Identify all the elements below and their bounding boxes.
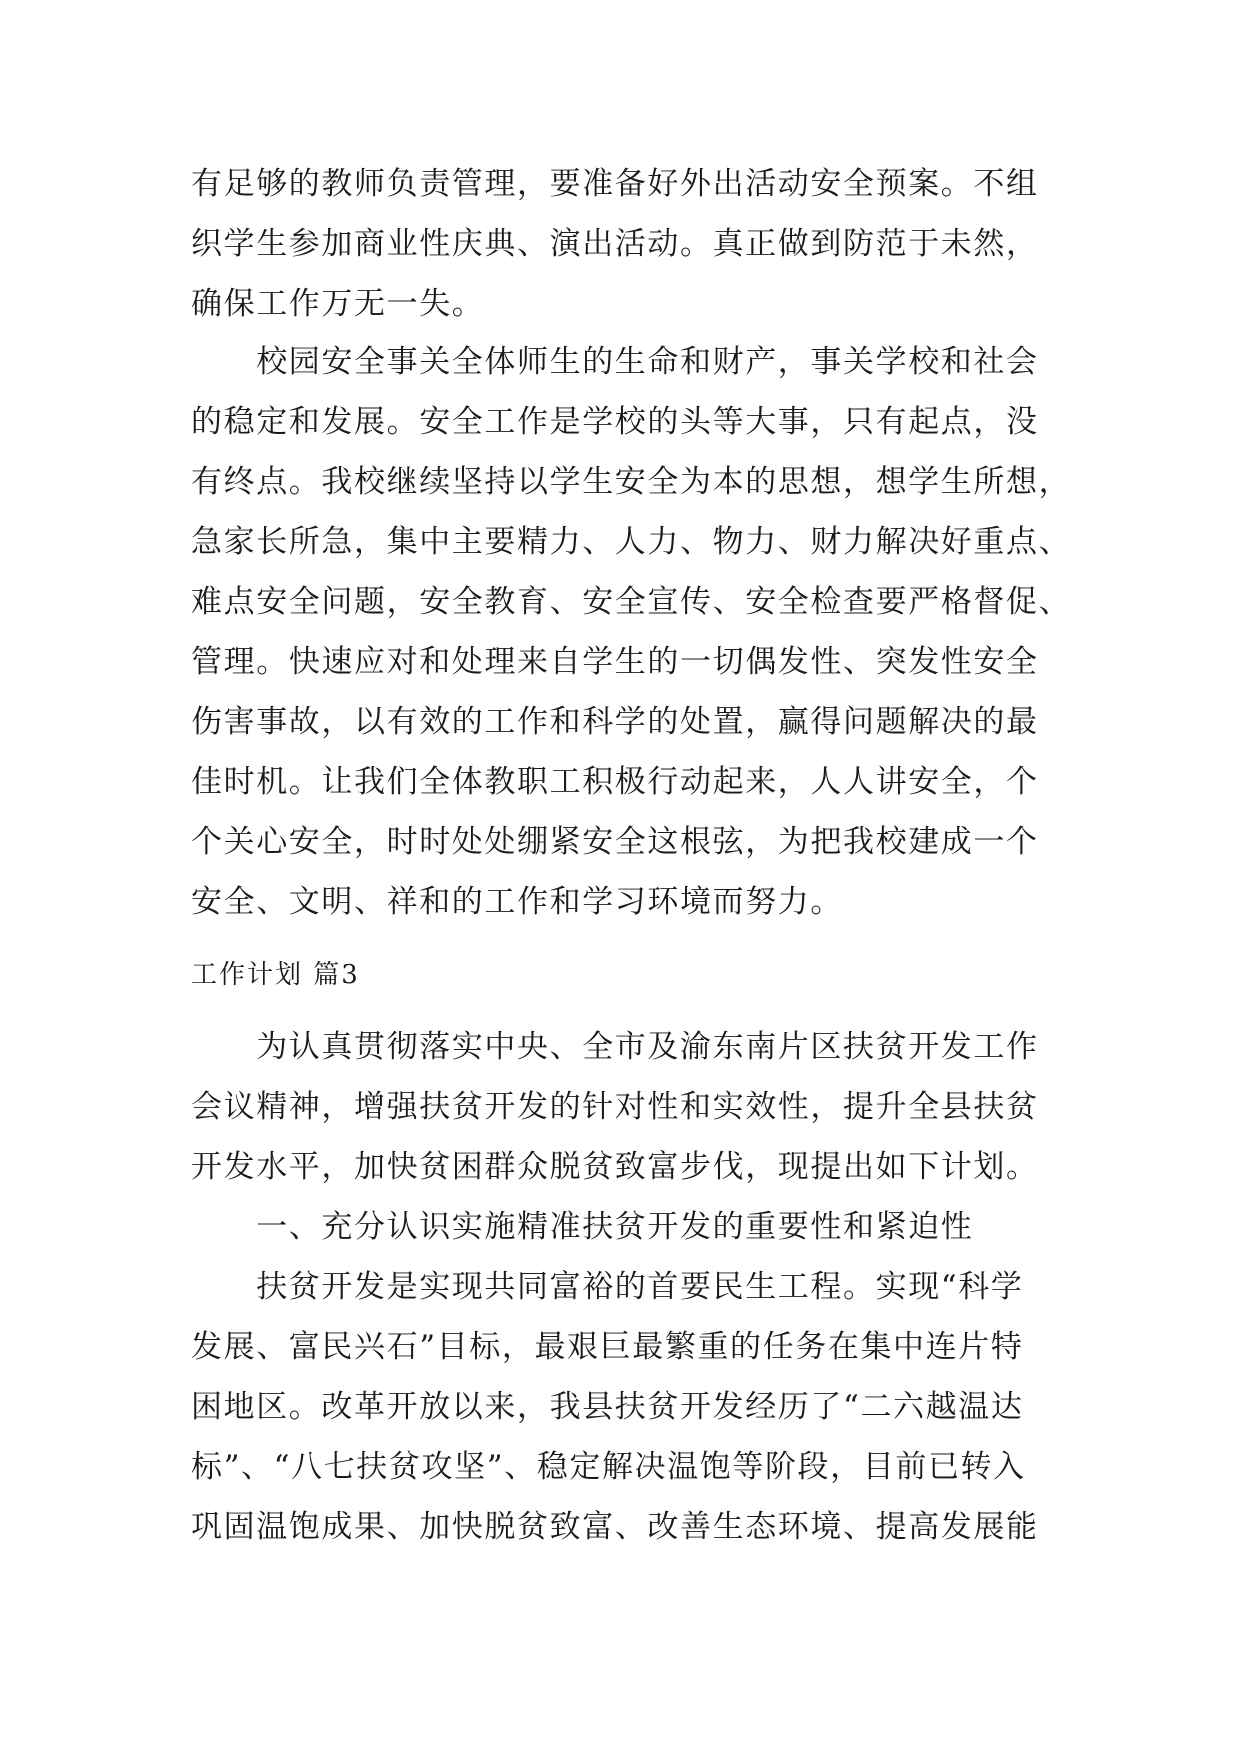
- text-line: 校园安全事关全体师生的生命和财产，事关学校和社会: [191, 344, 1039, 380]
- text-line: 有终点。我校继续坚持以学生安全为本的思想，想学生所想，: [191, 464, 1072, 500]
- text-line: 巩固温饱成果、加快脱贫致富、改善生态环境、提高发展能: [191, 1509, 1039, 1545]
- text-line: 有足够的教师负责管理，要准备好外出活动安全预案。不组: [191, 166, 1039, 202]
- text-line: 困地区。改革开放以来，我县扶贫开发经历了“二六越温达: [191, 1389, 1024, 1425]
- text-line: 佳时机。让我们全体教职工积极行动起来，人人讲安全，个: [191, 764, 1039, 800]
- text-line: 管理。快速应对和处理来自学生的一切偶发性、突发性安全: [191, 644, 1039, 680]
- text-line: 难点安全问题，安全教育、安全宣传、安全检查要严格督促、: [191, 584, 1072, 620]
- text-line: 的稳定和发展。安全工作是学校的头等大事，只有起点，没: [191, 404, 1039, 440]
- text-line: 发展、富民兴石”目标，最艰巨最繁重的任务在集中连片特: [191, 1329, 1024, 1365]
- text-line: 个关心安全，时时处处绷紧安全这根弦，为把我校建成一个: [191, 824, 1039, 860]
- text-line: 安全、文明、祥和的工作和学习环境而努力。: [191, 884, 843, 920]
- text-line: 为认真贯彻落实中央、全市及渝东南片区扶贫开发工作: [191, 1029, 1039, 1065]
- paragraph-poverty-plan: [191, 1017, 1071, 1557]
- section-heading: [191, 950, 1071, 1000]
- text-line: 急家长所急，集中主要精力、人力、物力、财力解决好重点、: [191, 524, 1072, 560]
- paragraph-safety-measures: [191, 154, 1071, 334]
- text-line: 织学生参加商业性庆典、演出活动。真正做到防范于未然，: [191, 226, 1039, 262]
- paragraph-campus-safety: [191, 332, 1071, 932]
- subheading-line: 一、充分认识实施精准扶贫开发的重要性和紧迫性: [191, 1209, 974, 1245]
- text-line: 标”、“八七扶贫攻坚”、稳定解决温饱等阶段，目前已转入: [191, 1449, 1026, 1485]
- text-line: 会议精神，增强扶贫开发的针对性和实效性，提升全县扶贫: [191, 1089, 1039, 1125]
- text-line: 扶贫开发是实现共同富裕的首要民生工程。实现“科学: [191, 1269, 1024, 1305]
- text-line: 开发水平，加快贫困群众脱贫致富步伐，现提出如下计划。: [191, 1149, 1039, 1185]
- text-line: 确保工作万无一失。: [191, 286, 485, 322]
- text-line: 伤害事故，以有效的工作和科学的处置，赢得问题解决的最: [191, 704, 1039, 740]
- section-heading-text: 工作计划 篇3: [191, 960, 360, 990]
